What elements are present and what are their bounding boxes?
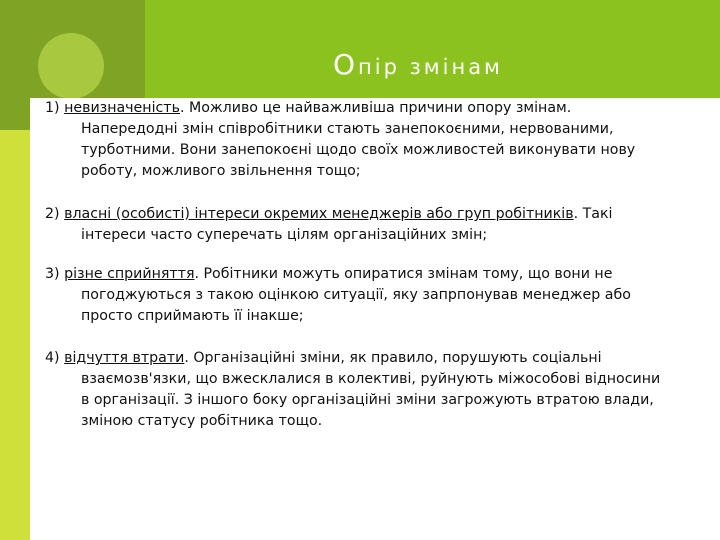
list-item-line (45, 204, 685, 225)
item-number: 1) (45, 100, 60, 116)
item-term: відчуття втрати (64, 350, 185, 366)
slide-title (333, 48, 503, 81)
title-first-letter: О (333, 48, 359, 81)
item-text: погоджуються з такою оцінкою ситуації, яку запрпонував менеджер або (81, 287, 631, 303)
item-text: . Такі (573, 206, 613, 222)
item-text: в організації. З іншого боку організаційні зміни загрожують втратою влади, (81, 392, 654, 408)
item-text: просто сприймають її інакше; (81, 308, 304, 324)
item-text: . Можливо це найважливіша причини опору змінам. (179, 100, 572, 116)
list-item-line (45, 264, 685, 285)
slide-content (0, 98, 720, 540)
item-text: зміною статусу робітника тощо. (81, 413, 323, 429)
item-text: . Робітники можуть опиратися змінам тому, що вони не (194, 266, 613, 282)
list-item-line (45, 98, 685, 119)
list-item-1 (45, 98, 685, 182)
item-text: турботними. Вони занепокоєні щодо своїх можливостей виконувати нову (81, 142, 636, 158)
item-number: 3) (45, 266, 60, 282)
decor-circle (38, 33, 104, 99)
list-item-2 (45, 204, 685, 246)
item-text: роботу, можливого звільнення тощо; (81, 163, 361, 179)
list-item-3 (45, 264, 685, 327)
item-text: . Організаційні зміни, як правило, порушують соціальні (184, 350, 602, 366)
item-term: різне сприйняття (64, 266, 195, 282)
list-item-line (45, 348, 685, 369)
item-term: власні (особисті) інтереси окремих менеджерів або груп робітників (64, 206, 574, 222)
item-text: Напередодні змін співробітники стають занепокоєними, нервованими, (81, 121, 614, 137)
item-text: взаємозв'язки, що вжесклалися в колективі, руйнують міжособові відносини (81, 371, 661, 387)
item-term: невизначеність (64, 100, 180, 116)
item-number: 4) (45, 350, 60, 366)
title-rest: пір змінам (358, 55, 503, 79)
list-item-4 (45, 348, 685, 432)
item-text: інтереси часто суперечать цілям організаційних змін; (81, 227, 488, 243)
item-number: 2) (45, 206, 60, 222)
